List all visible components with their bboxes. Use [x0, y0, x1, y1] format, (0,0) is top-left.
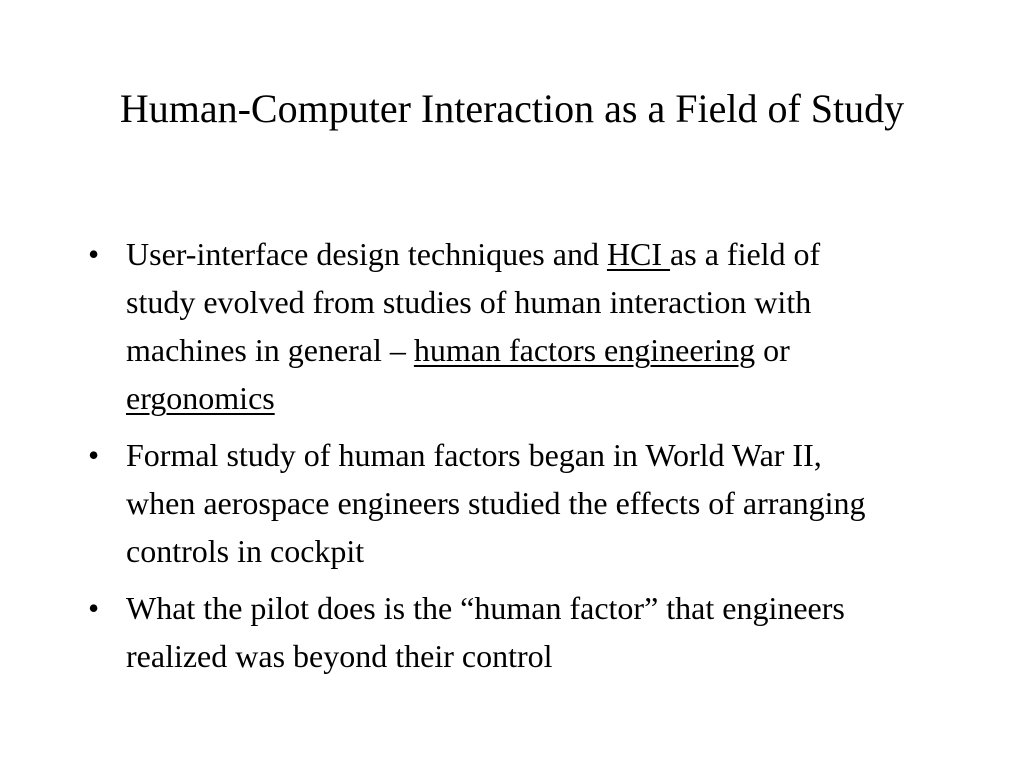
bullet-text: What the pilot does is the “human factor” that engineers realized was beyond their control: [126, 590, 845, 674]
bullet-marker: •: [88, 437, 100, 473]
bullet-item-world-war-ii: [80, 431, 880, 575]
bullet-marker: •: [88, 236, 100, 272]
human-factors-engineering-link[interactable]: human factors engineering: [413, 332, 756, 368]
bullet-text: as a field of study evolved from studies of human interaction with machines in general –: [126, 236, 821, 368]
bullet-item-human-factor: [80, 584, 880, 680]
bullet-text: User-interface design techniques and: [126, 236, 607, 272]
bullet-text: or: [755, 332, 790, 368]
bullet-list: [80, 230, 880, 689]
bullet-marker: •: [88, 590, 100, 626]
hci-link[interactable]: HCI: [606, 236, 671, 272]
bullet-item-hci-origins: [80, 230, 880, 422]
ergonomics-link[interactable]: ergonomics: [126, 380, 275, 416]
bullet-text: Formal study of human factors began in World War II, when aerospace engineers studied the effects of arranging controls in cockpit: [126, 437, 866, 569]
slide-title: Human-Computer Interaction as a Field of Study: [119, 86, 905, 131]
